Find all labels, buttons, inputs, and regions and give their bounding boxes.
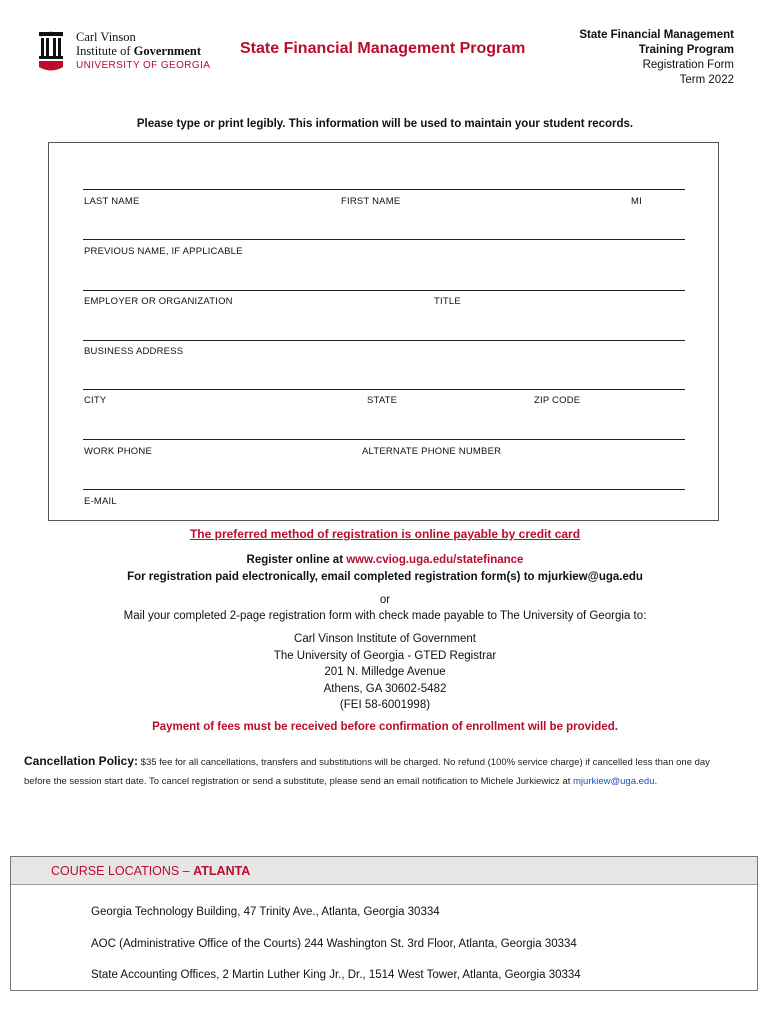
address-line-4: Athens, GA 30602-5482: [323, 682, 447, 695]
address-line-5: (FEI 58-6001998): [339, 699, 431, 711]
alternate-phone-label: ALTERNATE PHONE NUMBER: [362, 446, 502, 457]
register-url-link[interactable]: www.cviog.uga.edu/statefinance: [346, 554, 524, 566]
course-locations-city: ATLANTA: [193, 864, 251, 878]
address-line-1: Carl Vinson Institute of Government: [294, 633, 476, 645]
form-info: [579, 28, 734, 88]
cancellation-email-link[interactable]: mjurkiew@uga.edu: [573, 776, 655, 787]
logo-line-2-bold: Government: [133, 44, 201, 58]
course-locations-title: [51, 864, 250, 878]
logo-line-1: Carl Vinson: [76, 30, 136, 44]
register-online-prefix: Register online at: [246, 554, 347, 566]
previous-name-label: PREVIOUS NAME, IF APPLICABLE: [84, 246, 243, 257]
phone-line[interactable]: [83, 439, 685, 440]
title-label: TITLE: [434, 296, 461, 307]
address-line-2: The University of Georgia - GTED Registrar: [273, 649, 497, 662]
zip-code-label: ZIP CODE: [534, 395, 581, 406]
form-info-line-3: Registration Form: [642, 59, 734, 71]
address-line-3: 201 N. Milledge Avenue: [324, 666, 446, 678]
email-registration-note: For registration paid electronically, email completed registration form(s) to mjurkiew@uga.edu: [127, 571, 643, 583]
previous-name-line[interactable]: [83, 239, 685, 240]
work-phone-label: WORK PHONE: [84, 446, 152, 457]
form-info-line-1: State Financial Management: [579, 29, 734, 41]
mi-label: MI: [631, 196, 642, 207]
course-locations-title-prefix: COURSE LOCATIONS –: [51, 864, 194, 878]
business-address-line[interactable]: [83, 340, 685, 341]
logo-line-2-prefix: Institute of: [76, 44, 134, 58]
logo-line-2: [76, 44, 210, 58]
uga-logo: [38, 30, 218, 76]
last-name-label: LAST NAME: [84, 196, 140, 207]
form-info-line-4: Term 2022: [679, 74, 734, 86]
logo-text: [76, 30, 210, 72]
name-line[interactable]: [83, 189, 685, 190]
mail-instructions: Mail your completed 2-page registration form with check made payable to The University of Georgia to:: [123, 610, 647, 622]
location-item: State Accounting Offices, 2 Martin Luther King Jr., Dr., 1514 West Tower, Atlanta, Georgia 30334: [91, 969, 581, 981]
register-online: [0, 552, 770, 568]
logo-line-3: UNIVERSITY OF GEORGIA: [76, 60, 211, 71]
course-locations-header: [11, 857, 757, 885]
state-label: STATE: [367, 395, 398, 406]
business-address-label: BUSINESS ADDRESS: [84, 346, 184, 357]
employer-line[interactable]: [83, 290, 685, 291]
fees-note: Payment of fees must be received before confirmation of enrollment will be provided.: [152, 721, 618, 733]
arch-icon: [38, 30, 64, 74]
cancellation-end: .: [654, 776, 658, 787]
mailing-address: [0, 631, 770, 714]
cancellation-policy: [24, 752, 734, 791]
employer-label: EMPLOYER OR ORGANIZATION: [84, 296, 233, 307]
course-locations: [10, 856, 758, 991]
cancellation-text: $35 fee for all cancellations, transfers and substitutions will be charged. No refund (100% service charge) if cancelled less than one day before the session start date. To cancel registration or send a substitute, please send an email notification to Michele Jurkiewicz at: [24, 757, 710, 787]
or-separator: or: [379, 594, 391, 606]
email-label: E-MAIL: [84, 496, 117, 507]
instructions: Please type or print legibly. This information will be used to maintain your student records.: [136, 118, 634, 130]
first-name-label: FIRST NAME: [341, 196, 401, 207]
location-item: AOC (Administrative Office of the Courts) 244 Washington St. 3rd Floor, Atlanta, Georgia 30334: [91, 938, 577, 950]
email-line[interactable]: [83, 489, 685, 490]
preferred-method-note: The preferred method of registration is online payable by credit card: [189, 527, 581, 541]
cancellation-label: Cancellation Policy:: [24, 754, 139, 768]
registration-form-box: [48, 142, 719, 521]
form-info-line-2: Training Program: [638, 44, 734, 56]
program-title: State Financial Management Program: [240, 40, 526, 57]
city-line[interactable]: [83, 389, 685, 390]
city-label: CITY: [84, 395, 107, 406]
location-item: Georgia Technology Building, 47 Trinity Ave., Atlanta, Georgia 30334: [91, 906, 440, 918]
